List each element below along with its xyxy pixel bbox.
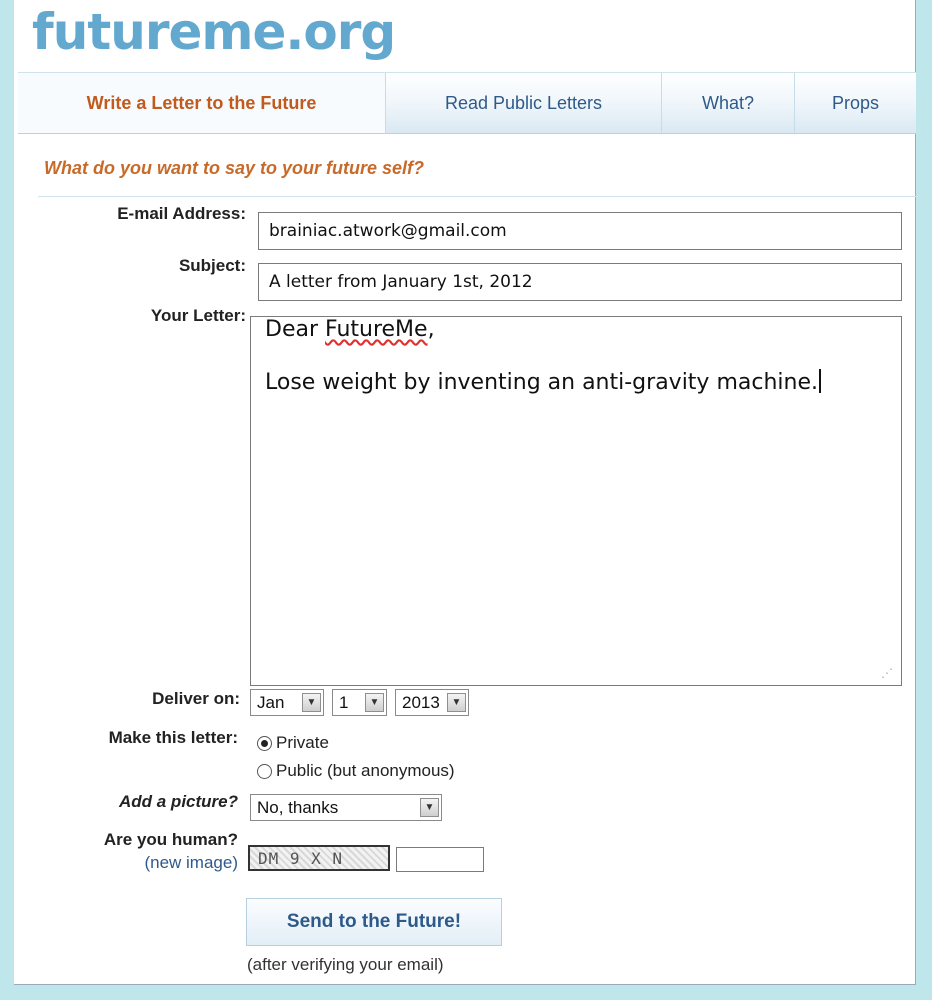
deliver-month-value: Jan (257, 692, 285, 712)
chevron-down-icon: ▼ (302, 693, 321, 712)
picture-select[interactable] (250, 794, 442, 821)
spellcheck-word: FutureMe (325, 317, 428, 342)
tab-read-public-letters[interactable]: Read Public Letters (386, 73, 662, 133)
main-nav (18, 72, 916, 134)
captcha-image: DM 9 X N (248, 845, 390, 871)
chevron-down-icon: ▼ (365, 693, 384, 712)
deliver-year-select[interactable] (395, 689, 469, 716)
letter-label: Your Letter: (150, 306, 246, 325)
radio-public-button[interactable] (257, 764, 272, 779)
deliver-year-value: 2013 (402, 692, 440, 712)
submit-note: (after verifying your email) (247, 955, 444, 974)
tab-props[interactable]: Props (795, 73, 916, 133)
deliver-day-select[interactable] (332, 689, 387, 716)
subject-value: A letter from January 1st, 2012 (269, 272, 533, 292)
letter-body (265, 369, 821, 395)
letter-greeting (265, 317, 435, 342)
page-container (14, 0, 916, 985)
site-logo[interactable]: futureme.org (32, 3, 396, 61)
tab-what[interactable]: What? (662, 73, 795, 133)
captcha-input[interactable] (396, 847, 484, 872)
radio-private[interactable] (257, 733, 329, 753)
new-image-link[interactable]: (new image) (144, 853, 238, 872)
picture-label: Add a picture? (118, 792, 238, 811)
radio-private-button[interactable] (257, 736, 272, 751)
picture-select-value: No, thanks (257, 797, 339, 817)
tab-write-letter[interactable]: Write a Letter to the Future (18, 73, 386, 133)
deliver-day-value: 1 (339, 692, 349, 712)
email-value: brainiac.atwork@gmail.com (269, 221, 507, 241)
greeting-suffix: , (427, 317, 435, 342)
chevron-down-icon: ▼ (420, 798, 439, 817)
radio-public-label: Public (but anonymous) (276, 761, 455, 780)
form-heading: What do you want to say to your future self? (44, 158, 425, 178)
radio-public[interactable] (257, 761, 455, 781)
human-label: Are you human? (103, 830, 238, 849)
heading-divider (38, 196, 916, 197)
chevron-down-icon: ▼ (447, 693, 466, 712)
email-label: E-mail Address: (117, 204, 246, 223)
letter-body-text: Lose weight by inventing an anti-gravity machine. (265, 370, 818, 395)
deliver-label: Deliver on: (152, 689, 240, 708)
resize-grip-icon[interactable]: ⋰ (881, 666, 893, 680)
subject-label: Subject: (178, 256, 246, 275)
greeting-prefix: Dear (265, 317, 325, 342)
visibility-label: Make this letter: (108, 728, 238, 747)
radio-private-label: Private (276, 733, 329, 752)
subject-field[interactable] (258, 263, 902, 301)
send-to-future-button[interactable]: Send to the Future! (246, 898, 502, 946)
text-caret (819, 369, 821, 393)
email-field[interactable] (258, 212, 902, 250)
letter-textarea[interactable] (250, 316, 902, 686)
deliver-month-select[interactable] (250, 689, 324, 716)
